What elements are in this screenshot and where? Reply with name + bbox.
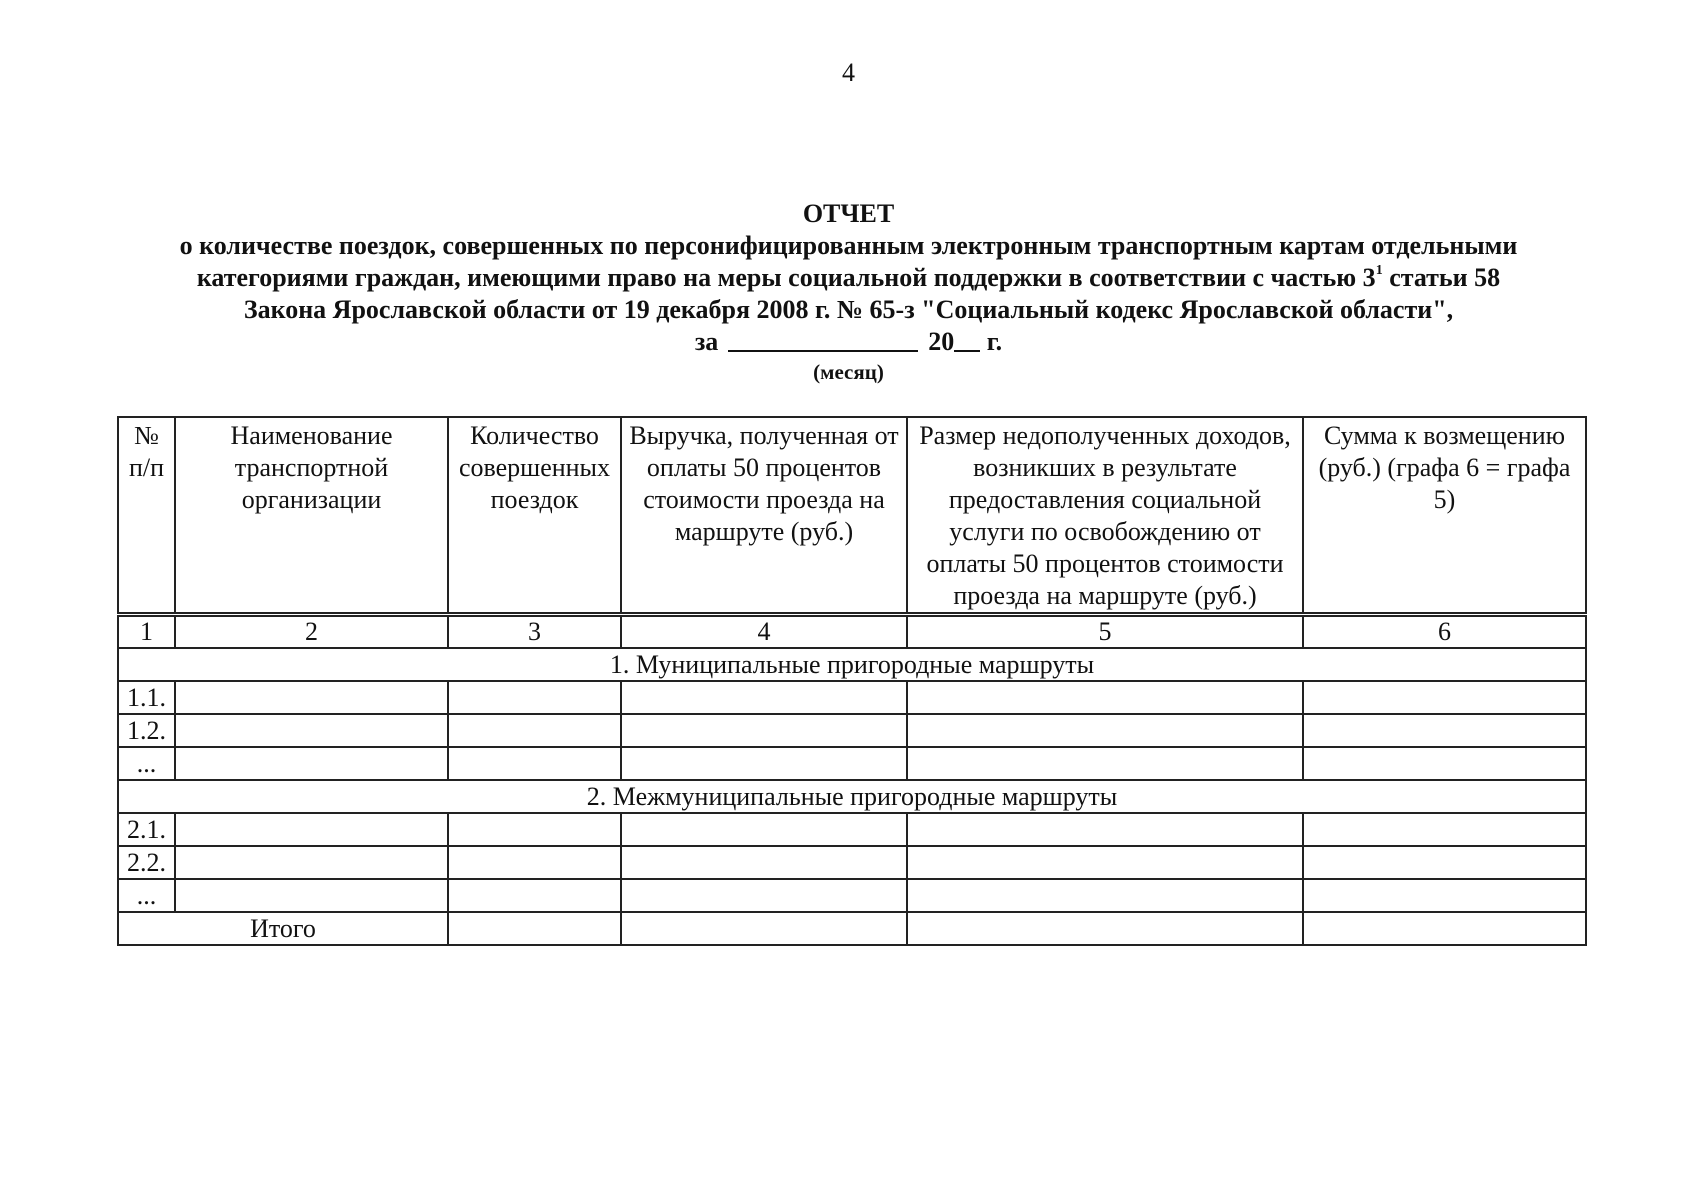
subtitle-line-2-end: статьи 58 xyxy=(1382,263,1501,292)
table-cell xyxy=(621,681,907,714)
table-row xyxy=(118,747,1586,780)
table-cell xyxy=(448,846,621,879)
column-number: 6 xyxy=(1303,615,1586,649)
column-number-row xyxy=(118,615,1586,649)
table-row xyxy=(118,714,1586,747)
section-title: 2. Межмуниципальные пригородные маршруты xyxy=(118,780,1586,813)
table-cell xyxy=(907,714,1303,747)
section-row xyxy=(118,648,1586,681)
row-number: ... xyxy=(118,879,175,912)
header-cell: Выручка, полученная от оплаты 50 процентов стоимости проезда на маршруте (руб.) xyxy=(621,417,907,615)
table-cell xyxy=(448,681,621,714)
period-suffix: г. xyxy=(986,327,1003,356)
section-row xyxy=(118,780,1586,813)
table-cell xyxy=(621,747,907,780)
table-cell xyxy=(621,912,907,945)
total-row xyxy=(118,912,1586,945)
table-cell xyxy=(907,681,1303,714)
table-row xyxy=(118,681,1586,714)
header-cell: Количество совершенных поездок xyxy=(448,417,621,615)
table-cell xyxy=(1303,879,1586,912)
row-number: 1.2. xyxy=(118,714,175,747)
report-table xyxy=(117,416,1587,946)
table-cell xyxy=(621,714,907,747)
header-cell: Наименование транспортной организации xyxy=(175,417,448,615)
table-cell xyxy=(621,846,907,879)
month-caption: (месяц) xyxy=(813,360,884,384)
table-header-row xyxy=(118,417,1586,615)
row-number: ... xyxy=(118,747,175,780)
table-cell xyxy=(1303,912,1586,945)
report-subtitle-line-1: о количестве поездок, совершенных по персонифицированным электронным транспортным картам отдельными xyxy=(179,231,1518,260)
table-cell xyxy=(1303,747,1586,780)
column-number: 4 xyxy=(621,615,907,649)
table-cell xyxy=(448,879,621,912)
table-cell xyxy=(1303,681,1586,714)
table-row xyxy=(118,879,1586,912)
column-number: 1 xyxy=(118,615,175,649)
year-blank-field xyxy=(954,326,980,352)
table-cell xyxy=(1303,714,1586,747)
subtitle-line-2-text: категориями граждан, имеющими право на меры социальной поддержки в соответствии с частью 3 xyxy=(196,263,1376,292)
table-cell xyxy=(907,846,1303,879)
table-cell xyxy=(448,813,621,846)
year-prefix: 20 xyxy=(928,327,955,356)
part-superscript: 1 xyxy=(1375,263,1383,278)
table-cell xyxy=(1303,846,1586,879)
table-cell xyxy=(175,879,448,912)
month-blank-field xyxy=(728,326,918,352)
header-cell: № п/п xyxy=(118,417,175,615)
report-heading xyxy=(60,198,1637,384)
report-period-line xyxy=(60,326,1637,358)
column-number: 3 xyxy=(448,615,621,649)
table-cell xyxy=(175,846,448,879)
column-number: 2 xyxy=(175,615,448,649)
table-cell xyxy=(907,747,1303,780)
table-cell xyxy=(907,813,1303,846)
page-number: 4 xyxy=(842,58,855,87)
row-number: 1.1. xyxy=(118,681,175,714)
report-subtitle-line-3: Закона Ярославской области от 19 декабря 2008 г. № 65-з "Социальный кодекс Ярославской области", xyxy=(243,295,1454,324)
section-title: 1. Муниципальные пригородные маршруты xyxy=(118,648,1586,681)
column-number: 5 xyxy=(907,615,1303,649)
table-cell xyxy=(907,879,1303,912)
report-title: ОТЧЕТ xyxy=(802,199,895,228)
row-number: 2.1. xyxy=(118,813,175,846)
table-cell xyxy=(448,747,621,780)
table-cell xyxy=(175,747,448,780)
table-cell xyxy=(448,714,621,747)
report-subtitle-line-2 xyxy=(60,262,1637,294)
header-cell: Сумма к возмещению (руб.) (графа 6 = графа 5) xyxy=(1303,417,1586,615)
total-label: Итого xyxy=(118,912,448,945)
row-number: 2.2. xyxy=(118,846,175,879)
table-cell xyxy=(175,813,448,846)
table-cell xyxy=(175,681,448,714)
table-row xyxy=(118,846,1586,879)
header-cell: Размер недополученных доходов, возникших в результате предоставления социальной услуги по освобождению от оплаты 50 процентов стоимости проезда на маршруте (руб.) xyxy=(907,417,1303,615)
table-cell xyxy=(1303,813,1586,846)
table-cell xyxy=(621,813,907,846)
table-row xyxy=(118,813,1586,846)
table-cell xyxy=(621,879,907,912)
period-prefix: за xyxy=(694,327,719,356)
table-cell xyxy=(175,714,448,747)
table-cell xyxy=(907,912,1303,945)
table-cell xyxy=(448,912,621,945)
